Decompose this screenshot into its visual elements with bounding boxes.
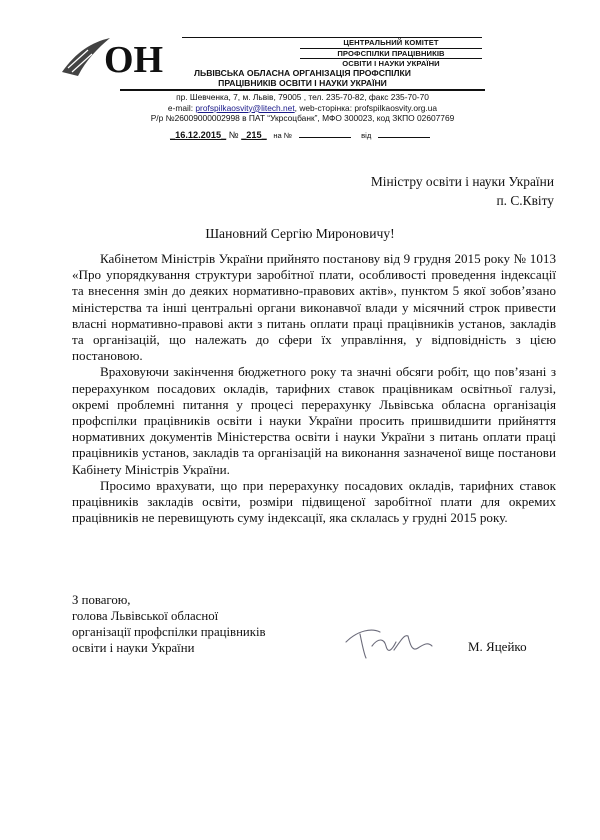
web-text: , web-сторінка: profspilkaosvity.org.ua <box>294 102 438 113</box>
bank-line: Р/р №26009000002998 в ПАТ “Укрсоцбанк”, МФО 300023, код ЗКПО 02607769 <box>150 113 455 124</box>
ref-reply-blank <box>299 129 351 138</box>
closing-line: освіти і науки України <box>72 641 195 655</box>
committee-block <box>300 38 482 69</box>
ref-no-label: № <box>228 130 239 140</box>
closing-line: З повагою, <box>72 593 131 607</box>
closing-block <box>72 592 266 656</box>
ref-from-label: від <box>361 131 372 140</box>
addressee-line: Міністру освіти і науки України <box>370 174 554 189</box>
signer-name: М. Яцейко <box>468 639 527 654</box>
salutation: Шановний Сергію Мироновичу! <box>205 226 395 241</box>
committee-line: ЦЕНТРАЛЬНИЙ КОМІТЕТ <box>343 38 439 47</box>
addressee-name: п. С.Квіту <box>496 193 554 208</box>
reference-line <box>170 129 490 140</box>
org-line: ПРАЦІВНИКІВ ОСВІТИ І НАУКИ УКРАЇНИ <box>218 78 387 89</box>
org-line: ЛЬВІВСЬКА ОБЛАСНА ОРГАНІЗАЦІЯ ПРОФСПІЛКИ <box>194 68 411 78</box>
ref-number: _215_ <box>241 130 267 140</box>
paragraph: Кабінетом Міністрів України прийнято постанову від 9 грудня 2015 року № 1013 «Про упорядкування структури заробітної плати, особливості проведення індексації та внесення змін до деяких нормативно-правових актів», пунктом 5 якої зобов’язано міністерства та інші центральні органи виконавчої влади у місячний строк привести власні нормативно-правові акти з питань оплати праці працівників установ, закладів та організацій, що належать до сфери їх управління, у відповідність з цією постановою. <box>72 251 556 364</box>
signature <box>342 624 437 662</box>
paragraph: Враховуючи закінчення бюджетного року та значні обсяги робіт, що пов’язані з перерахунком посадових окладів, тарифних ставок працівникам освітньої галузі, окремі проблемні питання у процесі перерахунку Львівська обласна організація профспілки працівників освіти і науки України просить пришвидшити прийняття нормативних документів Міністерства освіти і науки України з питань оплати праці працівників установ, закладів та організацій на виконання зазначеної вище постанови Кабінету Міністрів України. <box>72 364 556 477</box>
contact-block <box>110 92 495 124</box>
logo-text: ОН <box>104 39 164 80</box>
ref-reply-label: на № <box>273 131 292 140</box>
ref-date: _16.12.2015_ <box>170 130 227 140</box>
closing-line: голова Львівської обласної <box>72 609 219 623</box>
paragraph: Просимо врахувати, що при перерахунку посадових окладів, тарифних ставок працівників закладів освіти, розміри підвищеної заробітної плати для окремих працівників не перевищують суму індексації, яка склалась у грудні 2015 року. <box>72 477 556 526</box>
committee-line: ОСВІТИ І НАУКИ УКРАЇНИ <box>342 59 440 69</box>
email-link[interactable]: profspilkaosvity@litech.net <box>195 102 295 113</box>
email-label: e-mail: <box>167 102 196 113</box>
letter-body <box>72 251 556 526</box>
organization-name <box>120 68 485 89</box>
committee-line: ПРОФСПІЛКИ ПРАЦІВНИКІВ <box>337 48 445 58</box>
email-web-line <box>110 103 495 114</box>
addressee <box>371 172 554 210</box>
address-line: пр. Шевченка, 7, м. Львів, 79005 , тел. 235-70-82, факс 235-70-70 <box>176 92 429 102</box>
closing-line: організації профспілки працівників <box>72 625 266 639</box>
ref-from-blank <box>378 129 430 138</box>
organization-rule <box>120 89 485 91</box>
